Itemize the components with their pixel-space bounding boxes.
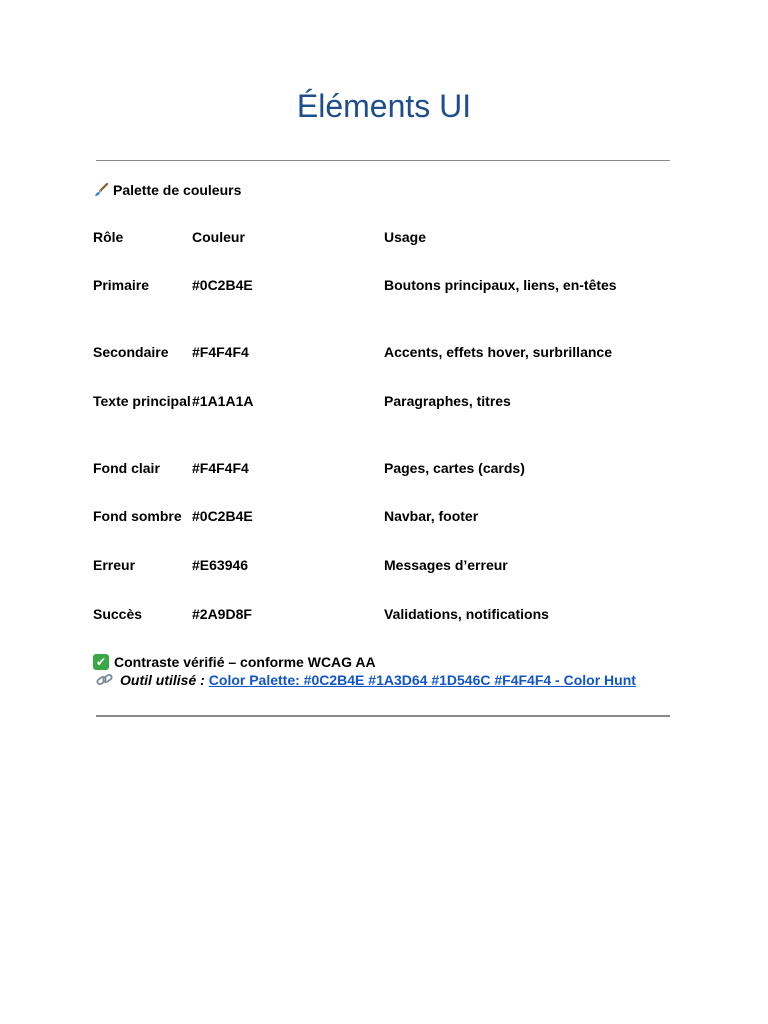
row-color: #F4F4F4 (192, 344, 249, 360)
row-role: Erreur (93, 557, 136, 573)
row-color: #E63946 (192, 557, 249, 573)
contrast-text: Contraste vérifié – conforme WCAG AA (114, 654, 376, 670)
row-color: #2A9D8F (192, 606, 252, 622)
table-row (93, 507, 653, 556)
section-heading-label: Palette de couleurs (113, 182, 242, 198)
row-role: Primaire (93, 277, 150, 293)
paintbrush-icon (93, 182, 109, 198)
contrast-note (93, 653, 636, 671)
row-color: #F4F4F4 (192, 460, 249, 476)
row-color: #1A1A1A (192, 393, 254, 409)
row-usage: Accents, effets hover, surbrillance (384, 344, 612, 360)
tool-label: Outil utilisé : (120, 672, 205, 688)
table-header-row (93, 228, 653, 276)
row-role: Succès (93, 606, 143, 622)
header-color: Couleur (192, 229, 245, 245)
table-row (93, 605, 653, 625)
link-icon (96, 672, 114, 688)
row-usage: Pages, cartes (cards) (384, 460, 525, 476)
row-usage: Navbar, footer (384, 508, 479, 524)
bottom-divider (96, 715, 670, 717)
table-row (93, 343, 653, 392)
row-color: #0C2B4E (192, 277, 253, 293)
color-hunt-link[interactable]: Color Palette: #0C2B4E #1A3D64 #1D546C #F4F4F4 - Color Hunt (208, 672, 636, 688)
table-row (93, 392, 653, 459)
section-heading (93, 181, 241, 199)
row-role: Secondaire (93, 344, 169, 360)
row-usage: Boutons principaux, liens, en-têtes (384, 277, 617, 293)
row-role: Texte principal (93, 393, 191, 409)
tool-note (93, 671, 636, 689)
row-role: Fond sombre (93, 508, 182, 524)
top-divider (96, 160, 670, 161)
row-color: #0C2B4E (192, 508, 253, 524)
header-usage: Usage (384, 229, 427, 245)
palette-table (93, 228, 653, 625)
row-usage: Paragraphes, titres (384, 393, 511, 409)
row-role: Fond clair (93, 460, 160, 476)
footer-notes (93, 653, 636, 689)
table-row (93, 556, 653, 605)
row-usage: Messages d’erreur (384, 557, 508, 573)
table-row (93, 459, 653, 507)
page-title: Éléments UI (296, 88, 472, 124)
header-role: Rôle (93, 229, 124, 245)
checkmark-icon: ✔ (93, 654, 109, 670)
row-usage: Validations, notifications (384, 606, 549, 622)
table-row (93, 276, 653, 343)
